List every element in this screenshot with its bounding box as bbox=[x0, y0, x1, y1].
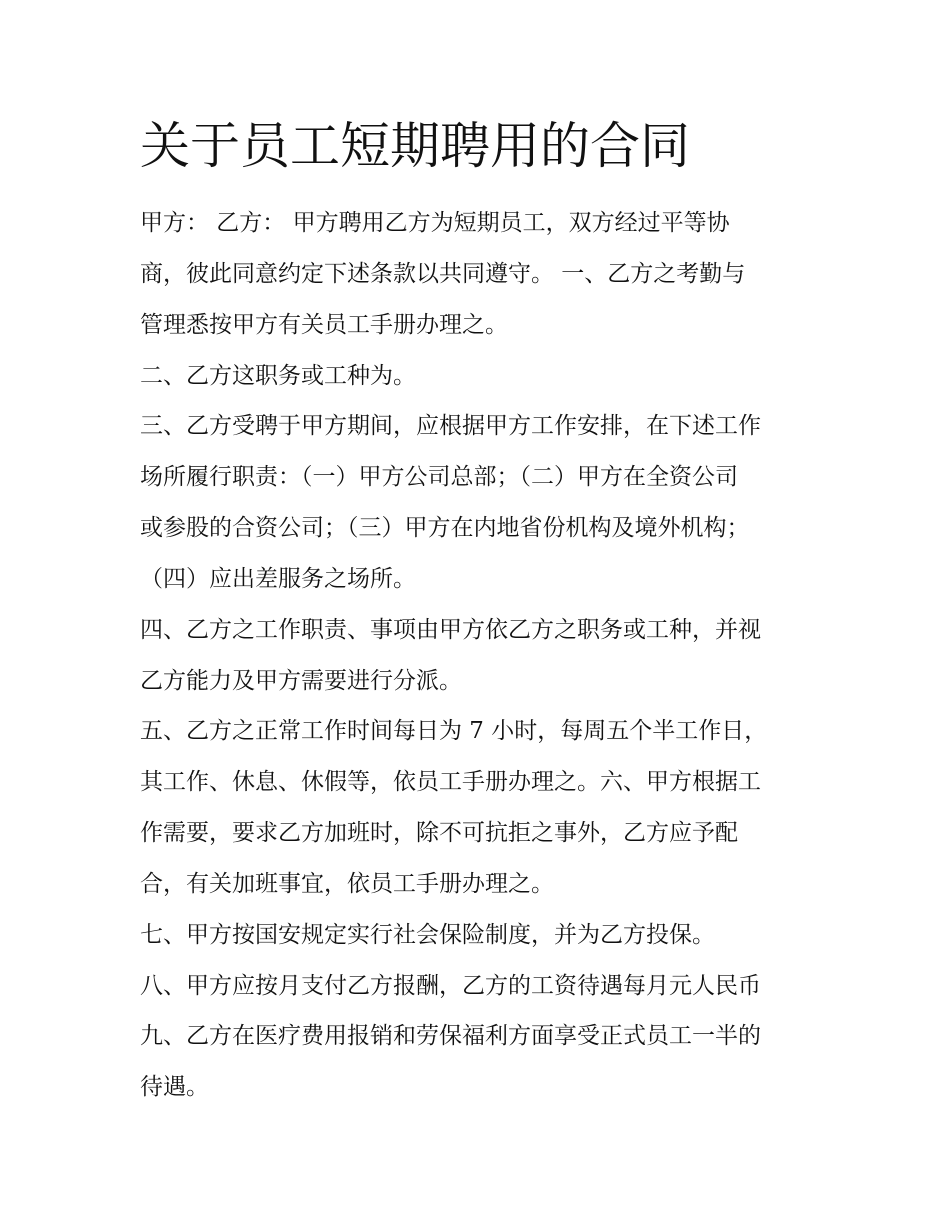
document-title: 关于员工短期聘用的合同 bbox=[140, 117, 690, 175]
text-line: 五、乙方之正常工作时间每日为 7 小时，每周五个半工作日， bbox=[140, 718, 768, 744]
text-line: 乙方能力及甲方需要进行分派。 bbox=[140, 668, 462, 694]
text-line: 场所履行职责：（一）甲方公司总部；（二）甲方在全资公司 bbox=[140, 464, 738, 490]
text-line: 七、甲方按国安规定实行社会保险制度，并为乙方投保。 bbox=[140, 922, 715, 948]
text-line: 九、乙方在医疗费用报销和劳保福利方面享受正式员工一半的 bbox=[140, 1023, 761, 1049]
text-line: 待遇。 bbox=[140, 1074, 209, 1100]
text-line: 三、乙方受聘于甲方期间，应根据甲方工作安排，在下述工作 bbox=[140, 413, 761, 439]
text-line: 其工作、休息、休假等，依员工手册办理之。六、甲方根据工 bbox=[140, 769, 761, 795]
text-line: 四、乙方之工作职责、事项由甲方依乙方之职务或工种，并视 bbox=[140, 617, 761, 643]
text-line: 合，有关加班事宜，依员工手册办理之。 bbox=[140, 871, 554, 897]
text-line: 或参股的合资公司；（三）甲方在内地省份机构及境外机构； bbox=[140, 515, 750, 541]
text-line: （四）应出差服务之场所。 bbox=[140, 566, 416, 592]
text-line: 商，彼此同意约定下述条款以共同遵守。 一、乙方之考勤与 bbox=[140, 261, 746, 287]
text-line: 作需要，要求乙方加班时，除不可抗拒之事外，乙方应予配 bbox=[140, 820, 738, 846]
text-line: 二、乙方这职务或工种为。 bbox=[140, 363, 416, 389]
text-line: 八、甲方应按月支付乙方报酬，乙方的工资待遇每月元人民币 bbox=[140, 973, 761, 999]
text-line: 管理悉按甲方有关员工手册办理之。 bbox=[140, 312, 508, 338]
text-line: 甲方： 乙方： 甲方聘用乙方为短期员工，双方经过平等协 bbox=[140, 210, 730, 236]
